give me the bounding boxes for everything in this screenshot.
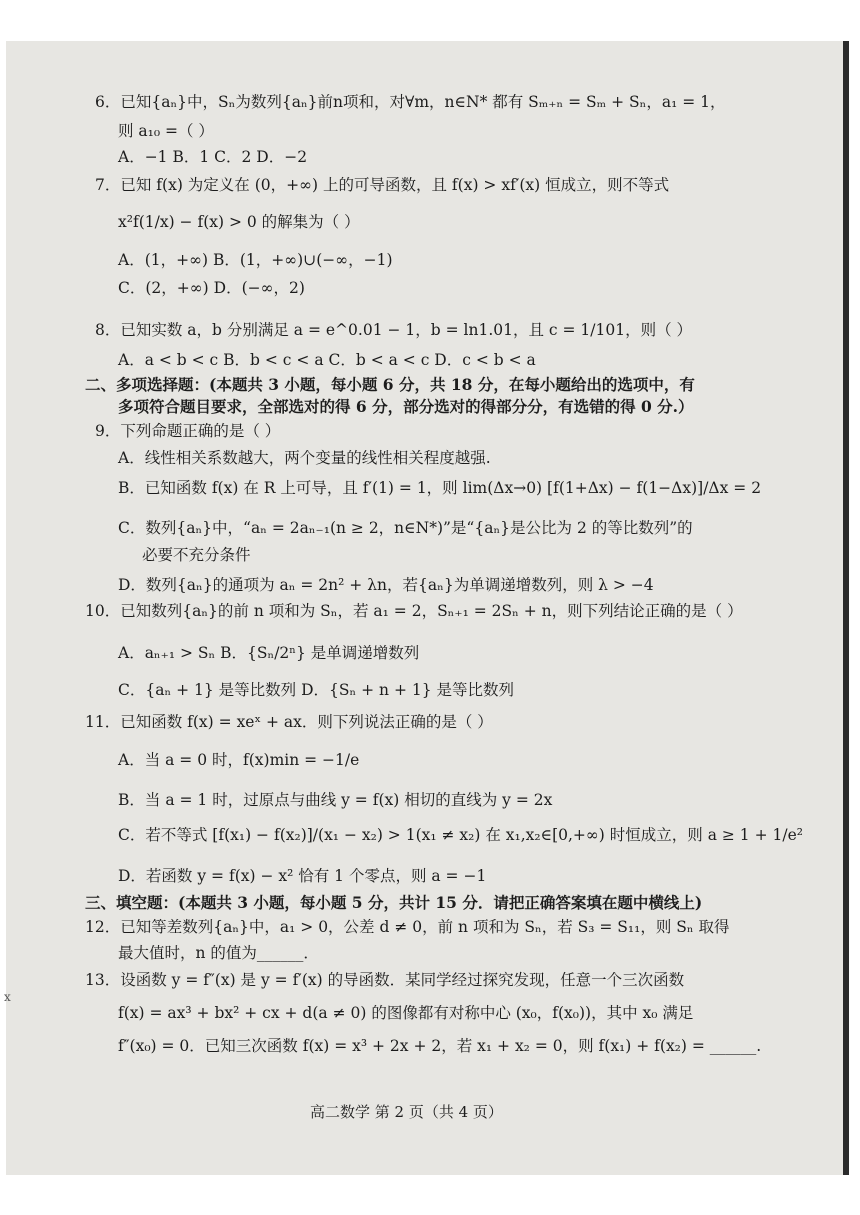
- q10-options-ab: A．aₙ₊₁ > Sₙ B．{Sₙ/2ⁿ} 是单调递增数列: [118, 644, 420, 662]
- q9-a: A．线性相关系数越大，两个变量的线性相关程度越强.: [118, 449, 491, 467]
- margin-mark: x: [4, 990, 11, 1004]
- q7-stem-2: x²f(1/x) − f(x) > 0 的解集为（ ）: [118, 213, 360, 231]
- q6-stem: 6．已知{aₙ}中，Sₙ为数列{aₙ}前n项和，对∀m，n∈N* 都有 Sₘ₊ₙ = Sₘ + Sₙ，a₁ = 1，: [95, 93, 726, 111]
- section3-title: 三、填空题：(本题共 3 小题，每小题 5 分，共计 15 分．请把正确答案填在题中横线上): [85, 893, 703, 912]
- q13-stem: 13．设函数 y = f″(x) 是 y = f′(x) 的导函数．某同学经过探究发现，任意一个三次函数: [85, 971, 685, 989]
- q13-stem-2: f(x) = ax³ + bx² + cx + d(a ≠ 0) 的图像都有对称中心 (x₀，f(x₀))，其中 x₀ 满足: [118, 1004, 694, 1022]
- q6-stem-2: 则 a₁₀ =（ ）: [118, 122, 214, 140]
- q12-stem-2: 最大值时，n 的值为______．: [118, 944, 319, 962]
- q6-options: A．−1 B．1 C．2 D．−2: [118, 148, 308, 166]
- q11-b: B．当 a = 1 时，过原点与曲线 y = f(x) 相切的直线为 y = 2x: [118, 791, 553, 809]
- page-footer: 高二数学 第 2 页（共 4 页）: [310, 1103, 503, 1121]
- q8-stem: 8．已知实数 a，b 分别满足 a = e^0.01 − 1，b = ln1.01，且 c = 1/101，则（ ）: [95, 321, 693, 339]
- q11-stem: 11．已知函数 f(x) = xeˣ + ax．则下列说法正确的是（ ）: [85, 713, 493, 731]
- q9-b: B．已知函数 f(x) 在 R 上可导，且 f′(1) = 1，则 lim(Δx→0) [f(1+Δx) − f(1−Δx)]/Δx = 2: [118, 479, 762, 497]
- q12-stem: 12．已知等差数列{aₙ}中，a₁ > 0，公差 d ≠ 0，前 n 项和为 Sₙ，若 S₃ = S₁₁，则 Sₙ 取得: [85, 918, 730, 936]
- q8-options: A．a < b < c B．b < c < a C．b < a < c D．c < b < a: [118, 351, 536, 369]
- section2-title-2: 多项符合题目要求，全部选对的得 6 分，部分选对的得部分分，有选错的得 0 分.）: [118, 397, 694, 416]
- q9-stem: 9．下列命题正确的是（ ）: [95, 422, 281, 440]
- section2-title: 二、多项选择题：(本题共 3 小题，每小题 6 分，共 18 分，在每小题给出的选项中，有: [85, 375, 695, 394]
- q7-options-ab: A．(1，+∞) B．(1，+∞)∪(−∞，−1): [118, 251, 393, 269]
- q9-c: C．数列{aₙ}中，“aₙ = 2aₙ₋₁(n ≥ 2，n∈N*)”是“{aₙ}是公比为 2 的等比数列”的: [118, 519, 693, 537]
- q11-c: C．若不等式 [f(x₁) − f(x₂)]/(x₁ − x₂) > 1(x₁ ≠ x₂) 在 x₁,x₂∈[0,+∞) 时恒成立，则 a ≥ 1 + 1/e²: [118, 826, 803, 844]
- q13-stem-3: f″(x₀) = 0．已知三次函数 f(x) = x³ + 2x + 2，若 x₁ + x₂ = 0，则 f(x₁) + f(x₂) = ______.: [118, 1037, 762, 1055]
- q10-options-cd: C．{aₙ + 1} 是等比数列 D．{Sₙ + n + 1} 是等比数列: [118, 681, 515, 699]
- q11-d: D．若函数 y = f(x) − x² 恰有 1 个零点，则 a = −1: [118, 867, 487, 885]
- q9-c-2: 必要不充分条件: [142, 546, 251, 564]
- q10-stem: 10．已知数列{aₙ}的前 n 项和为 Sₙ，若 a₁ = 2，Sₙ₊₁ = 2Sₙ + n，则下列结论正确的是（ ）: [85, 602, 743, 620]
- q7-stem: 7．已知 f(x) 为定义在 (0，+∞) 上的可导函数，且 f(x) > xf′(x) 恒成立，则不等式: [95, 176, 670, 194]
- q11-a: A．当 a = 0 时，f(x)min = −1/e: [118, 751, 360, 769]
- q7-options-cd: C．(2，+∞) D．(−∞，2): [118, 279, 305, 297]
- q9-d: D．数列{aₙ}的通项为 aₙ = 2n² + λn，若{aₙ}为单调递增数列，则 λ > −4: [118, 576, 654, 594]
